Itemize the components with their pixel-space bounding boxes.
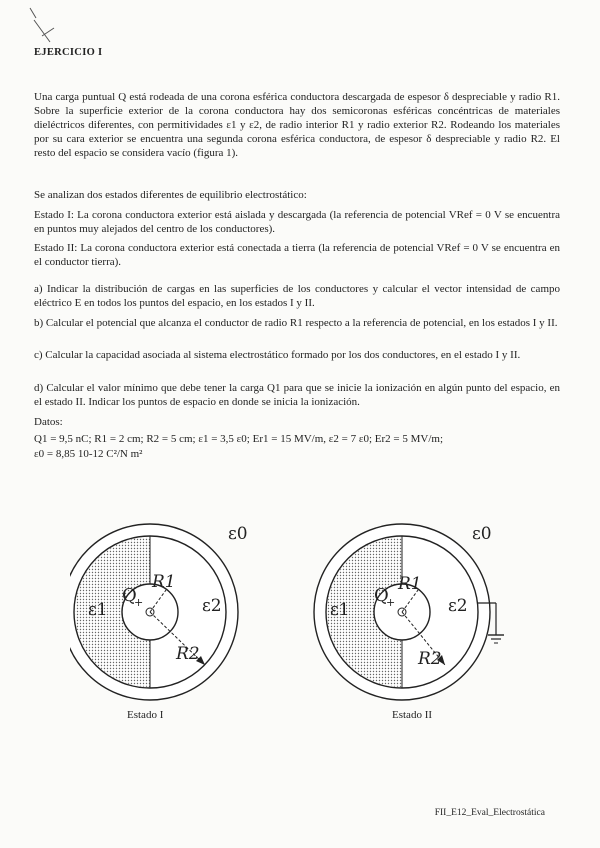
- figure-state-2: [300, 517, 540, 707]
- label-eps0: ε0: [472, 524, 492, 544]
- exercise-title: EJERCICIO I: [34, 47, 103, 58]
- caption-state-1: Estado I: [127, 709, 164, 721]
- label-eps1: ε1: [88, 600, 108, 620]
- label-r1: R1: [152, 572, 176, 592]
- label-r1: R1: [398, 574, 422, 594]
- label-q: Q: [122, 585, 137, 606]
- figure-state-1: [70, 517, 270, 707]
- document-footer: FII_E12_Eval_Electrostática: [434, 808, 545, 818]
- state-1-description: Estado I: La corona conductora exterior está aislada y descargada (la referencia de potencial VRef = 0 V se encuentra en puntos muy alejados del centro de los conductores).: [34, 209, 560, 235]
- label-plus: +: [386, 596, 396, 609]
- problem-statement: Una carga puntual Q está rodeada de una corona esférica conductora descargada de espesor δ despreciable y radio R1. Sobre la superficie exterior de la corona conductora hay dos semicoronas esféricas concéntricas de materiales dieléctricos diferentes, con permitividades ε1 y ε2, de radio interior R1 y radio exterior R2. Rodeando los materiales por su cara exterior se encuentra una segunda corona esférica conductora, de espesor δ despreciable y radio R2. El resto del espacio se considera vacío (figura 1).: [34, 91, 560, 159]
- label-eps2: ε2: [202, 596, 222, 616]
- label-r2: R2: [418, 649, 442, 669]
- question-a: a) Indicar la distribución de cargas en las superficies de los conductores y calcular el vector intensidad de campo eléctrico E en todos los puntos del espacio, en los estados I y II.: [34, 283, 560, 309]
- data-label: Datos:: [34, 416, 63, 428]
- label-eps0: ε0: [228, 524, 248, 544]
- label-plus: +: [134, 596, 144, 609]
- label-eps1: ε1: [330, 600, 350, 620]
- caption-state-2: Estado II: [392, 709, 433, 721]
- state-2-description: Estado II: La corona conductora exterior está conectada a tierra (la referencia de potencial VRef = 0 V se encuentra en el conductor tierra).: [34, 242, 560, 268]
- data-values-line-2: ε0 = 8,85 10-12 C²/N m²: [34, 448, 143, 460]
- label-r2: R2: [176, 644, 200, 664]
- question-c: c) Calcular la capacidad asociada al sistema electrostático formado por los dos conductores, en el estado I y II.: [34, 349, 521, 361]
- question-b: b) Calcular el potencial que alcanza el conductor de radio R1 respecto a la referencia de potencial, en los estados I y II.: [34, 317, 558, 329]
- question-d: d) Calcular el valor mínimo que debe tener la carga Q1 para que se inicie la ionización en algún punto del espacio, en el estado II. Indicar los puntos de espacio en donde se inicia la ionización.: [34, 382, 560, 408]
- data-values-line-1: Q1 = 9,5 nC; R1 = 2 cm; R2 = 5 cm; ε1 = 3,5 ε0; Er1 = 15 MV/m, ε2 = 7 ε0; Er2 = 5 MV/m;: [34, 433, 444, 445]
- states-intro: Se analizan dos estados diferentes de equilibrio electrostático:: [34, 189, 307, 201]
- corner-scribble: [28, 6, 58, 46]
- label-eps2: ε2: [448, 596, 468, 616]
- label-q: Q: [374, 585, 389, 606]
